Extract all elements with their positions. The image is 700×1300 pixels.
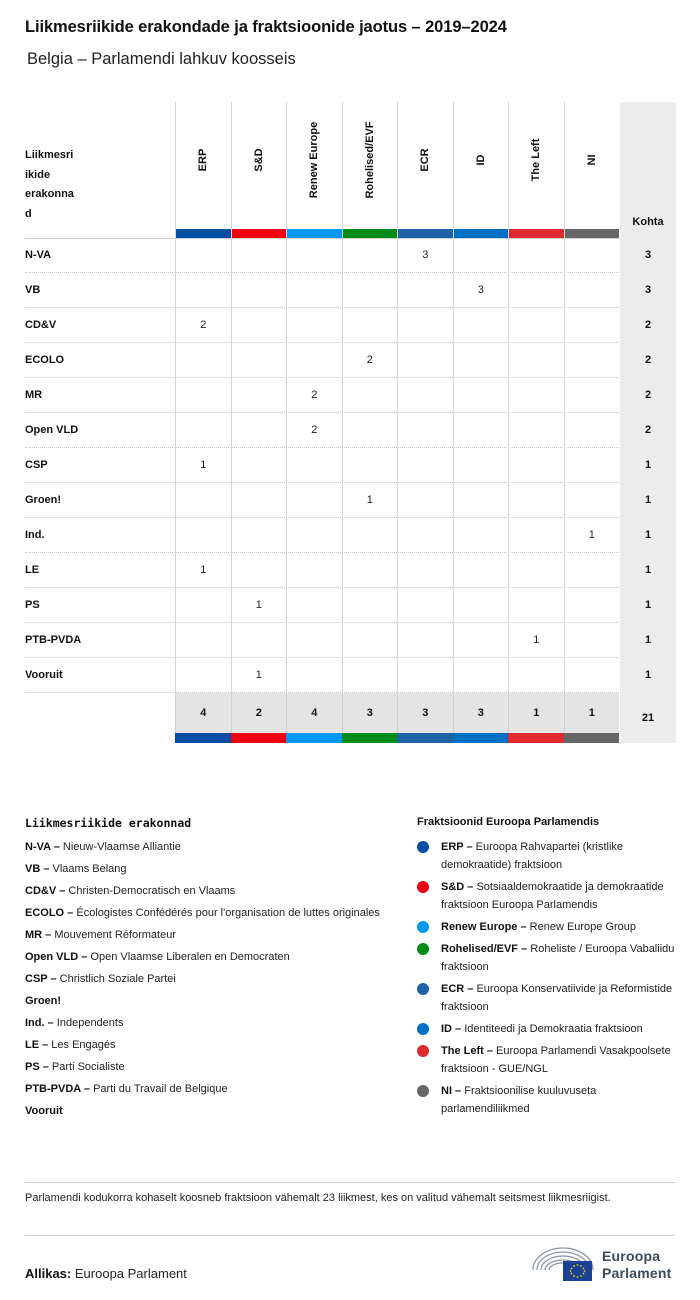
table-cell [231,413,287,448]
column-header-label: S&D [252,148,265,172]
table-cell [564,623,620,658]
column-total-cell: 3 [397,693,453,733]
table-cell [231,623,287,658]
row-label: Groen! [25,494,62,506]
total-column-label: Kohta [632,216,664,228]
group-color-bar [342,733,398,743]
column-total-cell: 3 [453,693,509,733]
table-cell [342,238,398,273]
group-abbr: ECR [441,983,465,995]
group-separator: – [464,881,477,893]
european-parliament-logo [531,1244,677,1284]
row-label: ECOLO [25,354,65,366]
column-header-re [286,102,342,238]
table-cell [397,343,453,378]
column-total-cell: 2 [231,693,287,733]
table-cell [175,588,231,623]
row-label: PS [25,599,40,611]
group-color-bar [564,733,620,743]
group-separator: – [452,1023,465,1035]
table-cell [564,308,620,343]
group-color-bar [176,229,231,238]
table-cell: 2 [286,413,342,448]
table-cell [175,378,231,413]
table-cell [397,378,453,413]
group-color-dot-icon [417,1085,429,1097]
table-cell [564,658,620,693]
row-label: Open VLD [25,424,79,436]
table-cell [286,343,342,378]
group-legend-item [417,1082,675,1118]
table-cell [397,273,453,308]
party-name: Christlich Soziale Partei [59,973,176,985]
row-label: CD&V [25,319,57,331]
party-legend-item [25,1102,385,1120]
party-separator: – [64,907,77,919]
row-total-cell: 1 [620,448,676,483]
table-cell [453,518,509,553]
table-cell [231,483,287,518]
party-legend-item [25,838,385,856]
group-color-bar [286,733,342,743]
table-cell [564,588,620,623]
party-abbr: Open VLD [25,951,79,963]
table-cell [397,588,453,623]
logo-text-line1: Euroopa [602,1248,661,1264]
table-cell [231,273,287,308]
row-label: Ind. [25,529,45,541]
table-row [25,483,675,518]
party-abbr: CSP [25,973,48,985]
group-separator: – [518,943,531,955]
table-cell [508,518,564,553]
group-color-dot-icon [417,881,429,893]
table-row [25,623,675,658]
table-cell [175,343,231,378]
table-row [25,413,675,448]
table-cell [397,308,453,343]
logo-text-line2: Parlament [602,1265,672,1281]
row-total-cell: 1 [620,658,676,693]
column-total-cell: 4 [286,693,342,733]
group-name: Fraktsioonilise kuuluvuseta parlamendiliikmed [441,1085,597,1115]
table-cell [231,448,287,483]
group-name: Identiteedi ja Demokraatia fraktsioon [464,1023,643,1035]
party-name: Mouvement Réformateur [54,929,177,941]
group-color-bar [398,229,453,238]
table-cell [175,658,231,693]
table-cell: 1 [231,658,287,693]
party-name: Christen-Democratisch en Vlaams [68,885,236,897]
group-name: Euroopa Rahvapartei (kristlike demokraatide) fraktsioon [441,841,624,871]
source-value: Euroopa Parlament [74,1266,187,1281]
source-label: Allikas: [25,1266,72,1281]
table-cell [175,623,231,658]
group-name: Euroopa Parlamendi Vasakpoolsete fraktsioon - GUE/NGL [441,1045,671,1075]
party-separator: – [80,1083,94,1095]
party-abbr: LE [25,1039,40,1051]
group-color-dot-icon [417,921,429,933]
table-cell [453,623,509,658]
table-cell [564,448,620,483]
group-color-bar [453,733,509,743]
table-cell [564,238,620,273]
party-abbr: PS [25,1061,40,1073]
group-abbr: Rohelised/EVF [441,943,519,955]
group-color-dot-icon [417,1045,429,1057]
table-row [25,448,675,483]
table-cell [508,483,564,518]
party-separator: – [50,841,63,853]
table-cell [231,518,287,553]
group-abbr: S&D [441,881,465,893]
table-cell [175,238,231,273]
table-cell: 1 [342,483,398,518]
table-header [25,102,675,238]
row-header-line: erakonna [25,188,74,200]
row-total-cell: 1 [620,518,676,553]
group-color-bar [508,733,564,743]
party-separator: – [39,1061,52,1073]
row-header-line: Liikmesri [25,149,74,161]
party-abbr: Ind. [25,1017,45,1029]
parliament-hemicycle-icon [531,1244,595,1284]
party-legend-item [25,904,385,922]
column-header-ecr [397,102,453,238]
group-separator: – [517,921,530,933]
row-total-cell: 3 [620,238,676,273]
column-total-cell: 4 [175,693,231,733]
group-abbr: The Left [441,1045,484,1057]
party-abbr: VB [25,863,41,875]
table-cell [342,448,398,483]
row-header [25,146,85,224]
row-total-cell: 1 [620,623,676,658]
row-total-cell: 3 [620,273,676,308]
group-legend-item [417,878,675,914]
table-cell [342,308,398,343]
column-header-left [508,102,564,238]
party-name: Les Engagés [51,1039,116,1051]
table-cell [231,378,287,413]
column-header-ni [564,102,620,238]
table-cell [175,518,231,553]
party-legend-item [25,860,385,878]
table-cell [286,518,342,553]
group-legend-item [417,1020,675,1038]
row-label: MR [25,389,43,401]
totals-row [25,693,675,743]
party-separator: – [44,1017,57,1029]
group-legend-item [417,918,675,936]
party-name: Vlaams Belang [52,863,127,875]
party-abbr: CD&V [25,885,57,897]
table-cell [231,553,287,588]
party-name: Nieuw-Vlaamse Alliantie [62,841,181,853]
party-abbr: PTB-PVDA [25,1083,81,1095]
table-cell [342,588,398,623]
table-row [25,273,675,308]
row-total-cell: 1 [620,483,676,518]
table-cell [508,378,564,413]
total-column-header [620,102,676,238]
row-total-cell: 2 [620,378,676,413]
table-cell [397,413,453,448]
group-legend-item [417,940,675,976]
party-legend-item [25,1014,385,1032]
party-name: Parti Socialiste [51,1061,125,1073]
column-header-label: Rohelised/EVF [363,121,376,199]
party-legend [25,816,385,1124]
table-cell: 2 [175,308,231,343]
table-cell [508,413,564,448]
table-cell: 1 [564,518,620,553]
table-cell [342,273,398,308]
party-name: Écologistes Confédérés pour l'organisation de luttes originales [76,907,380,919]
table-cell [286,588,342,623]
party-abbr: N-VA [25,841,51,853]
distribution-table [25,102,675,743]
table-cell [453,658,509,693]
party-abbr: MR [25,929,43,941]
group-legend-item [417,1042,675,1078]
table-cell [286,483,342,518]
table-row [25,308,675,343]
table-cell [564,378,620,413]
column-total-cell: 1 [508,693,564,733]
party-abbr: ECOLO [25,907,65,919]
table-cell [453,343,509,378]
table-cell [175,483,231,518]
table-cell [397,553,453,588]
column-header-evf [342,102,398,238]
group-separator: – [452,1085,465,1097]
table-cell [397,658,453,693]
party-separator: – [39,1039,52,1051]
table-body [25,238,675,693]
table-row [25,588,675,623]
row-label: N-VA [25,249,52,261]
party-separator: – [40,863,53,875]
chart-subtitle: Belgia – Parlamendi lahkuv koosseis [27,50,296,68]
group-color-bar [509,229,564,238]
party-separator: – [56,885,69,897]
table-cell [286,273,342,308]
chart-title: Liikmesriikide erakondade ja fraktsioonide jaotus – 2019–2024 [25,18,507,36]
group-legend-item [417,838,675,874]
row-total-cell: 2 [620,413,676,448]
table-cell [453,483,509,518]
group-color-bar [565,229,620,238]
table-row [25,518,675,553]
party-legend-heading: Liikmesriikide erakonnad [25,816,192,830]
table-row [25,238,675,273]
column-header-label: ERP [197,148,210,172]
table-cell [564,553,620,588]
table-cell: 2 [342,343,398,378]
table-row [25,343,675,378]
table-cell [286,623,342,658]
column-header-erp [175,102,231,238]
group-abbr: NI [441,1085,452,1097]
group-color-bar [231,733,287,743]
table-cell [453,238,509,273]
table-cell: 2 [286,378,342,413]
source-line [25,1266,187,1281]
table-cell: 1 [508,623,564,658]
row-label: PTB-PVDA [25,634,82,646]
party-legend-item [25,948,385,966]
table-cell: 1 [175,448,231,483]
party-legend-item [25,926,385,944]
table-cell [231,238,287,273]
table-cell [453,308,509,343]
group-name: Sotsiaaldemokraatide ja demokraatide fraktsioon Euroopa Parlamendis [441,881,664,911]
party-name: Open Vlaamse Liberalen en Democraten [90,951,290,963]
table-cell [231,308,287,343]
table-cell [342,658,398,693]
column-header-label: NI [585,154,598,166]
table-cell [508,273,564,308]
table-cell: 3 [397,238,453,273]
table-cell [508,238,564,273]
row-label: Vooruit [25,669,63,681]
column-header-label: ID [474,154,487,166]
table-cell [286,238,342,273]
group-abbr: ERP [441,841,464,853]
party-legend-item [25,1080,385,1098]
group-abbr: Renew Europe [441,921,518,933]
row-label: CSP [25,459,48,471]
row-total-cell: 1 [620,553,676,588]
column-header-id [453,102,509,238]
party-legend-item [25,1058,385,1076]
column-header-label: The Left [530,138,543,182]
group-color-bar [287,229,342,238]
table-cell [397,518,453,553]
group-color-dot-icon [417,1023,429,1035]
column-total-cell: 1 [564,693,620,733]
party-legend-item [25,992,385,1010]
group-separator: – [464,983,477,995]
group-name: Roheliste / Euroopa Vabaliidu fraktsioon [441,943,675,973]
table-cell [508,308,564,343]
table-cell [231,343,287,378]
table-cell [564,483,620,518]
table-cell: 1 [231,588,287,623]
party-legend-item [25,1036,385,1054]
grand-total-cell: 21 [620,693,676,743]
table-cell [508,658,564,693]
table-cell [453,588,509,623]
table-row [25,378,675,413]
party-legend-item [25,882,385,900]
table-row [25,658,675,693]
group-name: Euroopa Konservatiivide ja Reformistide fraktsioon [441,983,673,1013]
group-color-bar [454,229,509,238]
party-legend-item [25,970,385,988]
table-row [25,553,675,588]
table-cell [175,413,231,448]
row-total-cell: 2 [620,343,676,378]
group-separator: – [483,1045,497,1057]
column-header-sd [231,102,287,238]
row-header-line: ikide [25,168,51,181]
table-cell [564,413,620,448]
table-cell [453,553,509,588]
party-separator: – [47,973,60,985]
group-color-dot-icon [417,983,429,995]
table-cell [508,448,564,483]
table-cell [342,413,398,448]
group-color-bar [232,229,287,238]
table-cell [286,553,342,588]
group-color-dot-icon [417,841,429,853]
table-cell [286,448,342,483]
table-cell [453,448,509,483]
table-cell [508,588,564,623]
column-total-cell: 3 [342,693,398,733]
table-cell [397,448,453,483]
party-separator: – [78,951,91,963]
group-color-bar [343,229,398,238]
group-separator: – [463,841,476,853]
table-cell [342,378,398,413]
table-cell [508,343,564,378]
row-header-line: d [25,207,32,220]
table-cell [453,378,509,413]
table-cell [564,343,620,378]
party-separator: – [42,929,55,941]
party-abbr: Vooruit [25,1105,63,1117]
table-cell [508,553,564,588]
group-name: Renew Europe Group [529,921,637,933]
table-cell [286,658,342,693]
footnote: Parlamendi kodukorra kohaselt koosneb fraktsioon vähemalt 23 liikmest, kes on valitud vähemalt seitsmest liikmesriigist. [25,1192,611,1204]
table-cell [564,273,620,308]
row-label: LE [25,564,40,576]
column-header-label: Renew Europe [308,121,321,199]
group-color-bar [175,733,231,743]
group-color-dot-icon [417,943,429,955]
divider [25,1235,675,1236]
row-total-cell: 2 [620,308,676,343]
divider [25,1182,675,1183]
group-legend [417,816,675,1122]
table-cell: 1 [175,553,231,588]
group-legend-heading: Fraktsioonid Euroopa Parlamendis [417,816,600,828]
table-cell [342,553,398,588]
row-label: VB [25,284,41,296]
table-cell [397,623,453,658]
table-cell: 3 [453,273,509,308]
table-cell [175,273,231,308]
row-total-cell: 1 [620,588,676,623]
party-name: Parti du Travail de Belgique [93,1083,228,1095]
table-cell [342,623,398,658]
party-abbr: Groen! [25,995,62,1007]
column-header-label: ECR [419,148,432,172]
table-cell [286,308,342,343]
table-cell [342,518,398,553]
party-name: Independents [56,1017,124,1029]
table-cell [453,413,509,448]
group-legend-item [417,980,675,1016]
table-cell [397,483,453,518]
group-color-bar [397,733,453,743]
group-abbr: ID [441,1023,452,1035]
